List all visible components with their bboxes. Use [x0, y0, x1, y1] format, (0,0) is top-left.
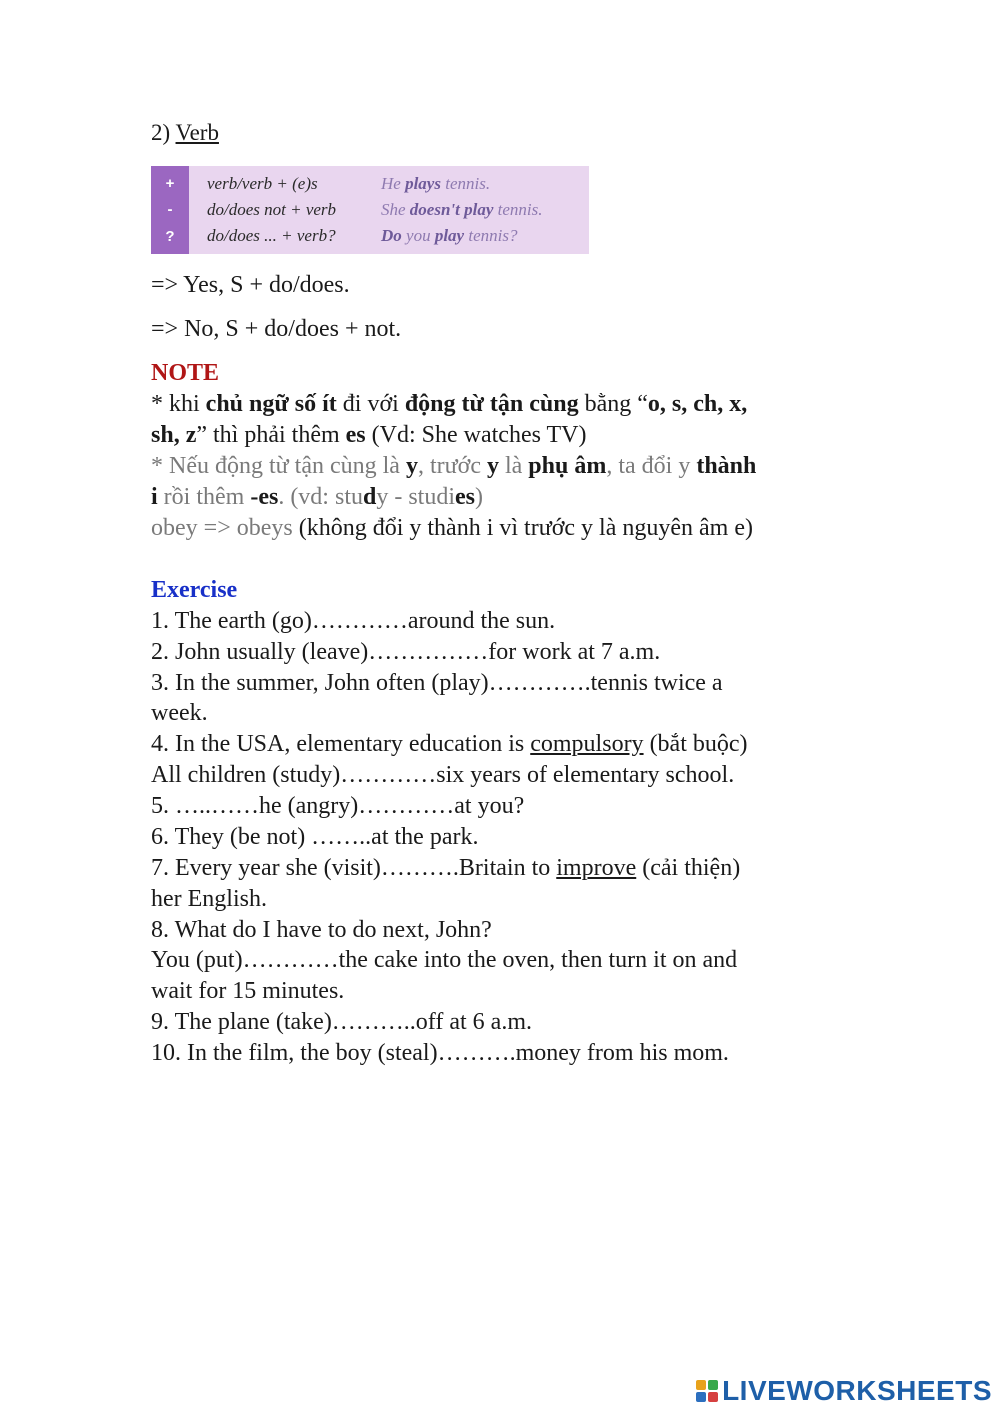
exercise-line: 1. The earth (go)…………around the sun. — [151, 608, 556, 634]
example-text: Do you play tennis? — [381, 226, 518, 245]
exercise-line: 7. Every year she (visit)……….Britain to improve (cải thiện) — [151, 855, 741, 881]
note-title: NOTE — [151, 360, 220, 386]
no-answer-rule: => No, S + do/does + not. — [151, 316, 402, 342]
negative-symbol: - — [167, 201, 173, 219]
liveworksheets-logo[interactable] — [696, 1375, 992, 1407]
exercise-line: 4. In the USA, elementary education is compulsory (bắt buộc) — [151, 731, 748, 757]
section-heading — [151, 120, 219, 146]
exercise-line: week. — [151, 700, 208, 726]
form-text: verb/verb + (e)s — [207, 174, 318, 193]
question-symbol: ? — [165, 228, 175, 246]
table-row-affirmative — [207, 174, 589, 194]
note-line: * khi chủ ngữ số ít đi với động từ tận cùng bằng “o, s, ch, x, — [151, 391, 748, 417]
yes-answer-rule: => Yes, S + do/does. — [151, 272, 350, 298]
table-row-question — [207, 226, 589, 246]
brand-mark-icon — [696, 1380, 718, 1402]
exercise-line: You (put)…………the cake into the oven, then turn it on and — [151, 947, 738, 973]
brand-name: LIVEWORKSHEETS — [722, 1375, 992, 1406]
exercise-line: her English. — [151, 886, 267, 912]
exercise-line: 8. What do I have to do next, John? — [151, 917, 492, 943]
exercise-line: 2. John usually (leave)……………for work at 7 a.m. — [151, 639, 661, 665]
note-line: obey => obeys (không đổi y thành i vì trước y là nguyên âm e) — [151, 515, 753, 541]
symbol-column — [151, 166, 189, 254]
exercise-line: 9. The plane (take)………..off at 6 a.m. — [151, 1009, 532, 1035]
section-number: 2) — [151, 120, 171, 145]
exercise-line: 6. They (be not) ……..at the park. — [151, 824, 479, 850]
exercise-title: Exercise — [151, 577, 238, 603]
exercise-line: All children (study)…………six years of elementary school. — [151, 762, 735, 788]
section-title: Verb — [175, 120, 219, 145]
example-text: She doesn't play tennis. — [381, 200, 543, 219]
exercise-line: 3. In the summer, John often (play)………….tennis twice a — [151, 670, 723, 696]
exercise-line: wait for 15 minutes. — [151, 978, 345, 1004]
form-text: do/does ... + verb? — [207, 226, 336, 245]
note-line: sh, z” thì phải thêm es (Vd: She watches TV) — [151, 422, 587, 448]
exercise-line: 10. In the film, the boy (steal)……….money from his mom. — [151, 1040, 729, 1066]
verb-form-table — [151, 166, 589, 254]
affirmative-symbol: + — [165, 174, 175, 192]
example-text: He plays tennis. — [381, 174, 491, 193]
exercise-line: 5. …..……he (angry)…………at you? — [151, 793, 525, 819]
table-row-negative — [207, 200, 589, 220]
form-text: do/does not + verb — [207, 200, 337, 219]
note-line: * Nếu động từ tận cùng là y, trước y là phụ âm, ta đổi y thành — [151, 453, 757, 479]
note-line: i rồi thêm -es. (vd: study - studies) — [151, 484, 484, 510]
